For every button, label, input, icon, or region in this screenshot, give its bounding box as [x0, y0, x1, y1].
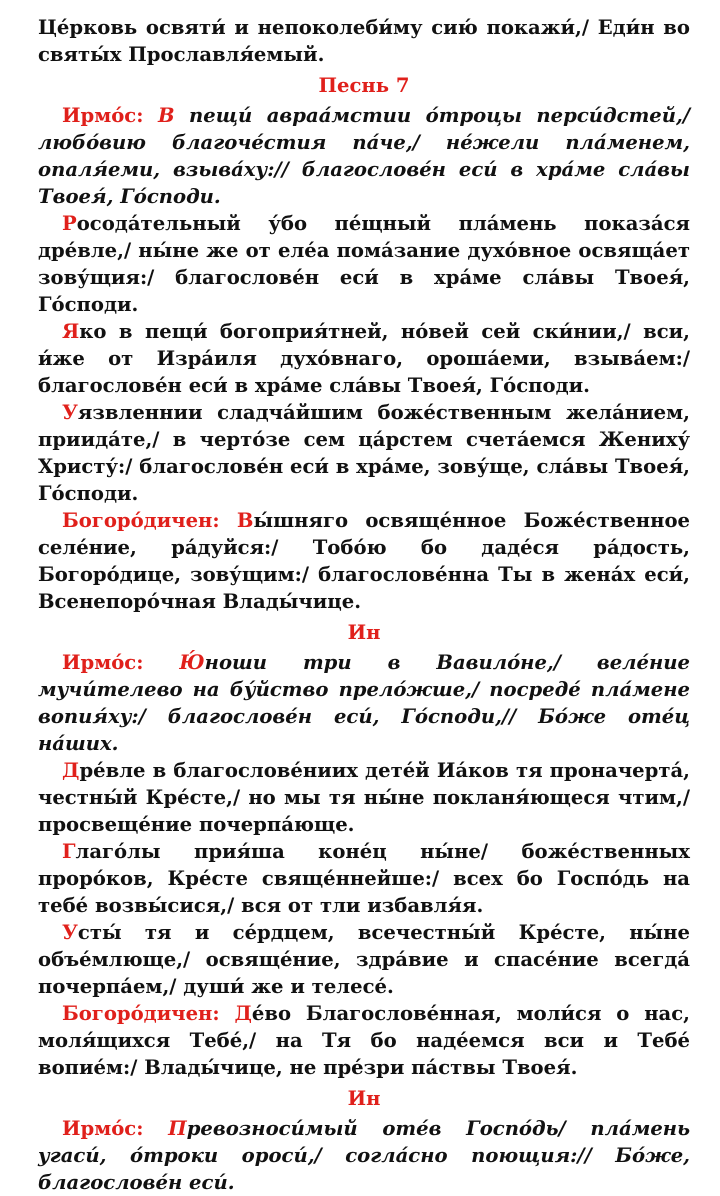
- drop-initial: Д: [234, 1002, 252, 1025]
- ode-heading: Песнь 7: [318, 74, 410, 97]
- paragraph-text: ы́шняго освяще́нное Боже́ственное селе́ние, ра́дуйся:/ Тобо́ю бо даде́ся ра́дость, Богоро́дице, зову́щим:/ благослове́нна Ты в жена́х еси́, Всенепоро́чная Влады́чице.: [38, 509, 691, 613]
- paragraph-text: ноши три в Вавило́не,/ веле́ние мучи́телево на бу́йство прело́жше,/ посреде́ пла́мене вопия́ху:/ благослове́н еси́, Го́споди,// Бо́же оте́ц на́ших.: [38, 651, 690, 755]
- paragraph-text: ко в пещи́ богоприя́тней, но́вей сей ски́нии,/ вси, и́же от Изра́иля духо́внаго, ороша́еми, взыва́ем:/ благослове́н еси́ в хра́ме сла́вы Твоея́, Го́споди.: [38, 320, 690, 397]
- drop-initial: Д: [62, 759, 80, 782]
- paragraph-text: сты́ тя и се́рдцем, всечестны́й Кре́сте, ны́не объе́млюще,/ освяще́ние, здра́вие и спасе́ние всегда́ почерпа́ем,/ души́ же и телесе́.: [38, 921, 690, 998]
- paragraph-text: осода́тельный у́бо пе́щный пла́мень показа́ся дре́вле,/ ны́не же от еле́а пома́зание духо́вное освяща́ет зову́щия:/ благослове́н еси́ в хра́ме сла́вы Твоея́, Го́споди.: [38, 212, 690, 316]
- drop-initial: У: [62, 921, 78, 944]
- troparion: [38, 757, 690, 838]
- drop-initial: Ю́: [179, 651, 205, 674]
- section-heading: Ин: [347, 621, 381, 644]
- paragraph-text: язвленнии сладча́йшим боже́ственным жела́нием, приида́те,/ в черто́зе сем ца́рстем счета́емся Жениху́ Христу́:/ благослове́н еси́ в хра́ме, зову́ще, сла́вы Твоея́, Го́споди.: [38, 401, 690, 505]
- drop-initial: В: [157, 104, 175, 127]
- troparion: [38, 318, 690, 399]
- troparion: [38, 399, 690, 507]
- troparion: [38, 210, 690, 318]
- irmos-label: Ирмо́с:: [62, 104, 158, 127]
- paragraph-text: ре́вле в благослове́ниих дете́й Иа́ков тя проначерта́, честны́й Кре́сте,/ но мы тя ны́не покланя́ющеся чтим,/ просвеще́ние почерпа́юще.: [38, 759, 690, 836]
- troparion: [38, 838, 690, 919]
- theotokion-label: Богоро́дичен:: [62, 1002, 235, 1025]
- paragraph-text: ревозноси́мый оте́в Госпо́дь/ пла́мень угаси́, о́троки ороси́,/ согла́сно поющия:// Бо́же, благослове́н еси́.: [38, 1117, 690, 1194]
- drop-initial: Я: [62, 320, 80, 343]
- irmos: [38, 649, 690, 757]
- drop-initial: Г: [62, 840, 76, 863]
- irmos: [38, 102, 690, 210]
- drop-initial: П: [168, 1117, 187, 1140]
- paragraph-text: е́во Благослове́нная, моли́ся о нас, моля́щихся Тебе́,/ на Тя бо наде́емся вси и Тебе́ вопие́м:/ Влады́чице, не пре́зри па́ствы Твоея́.: [38, 1002, 690, 1079]
- theotokion: [38, 1000, 690, 1081]
- paragraph-text: Це́рковь освяти́ и непоколеби́му сию́ покажи́,/ Еди́н во святы́х Прославля́емый.: [38, 16, 690, 66]
- drop-initial: В: [236, 509, 254, 532]
- drop-initial: У: [62, 401, 78, 424]
- troparion-ending: [38, 14, 690, 68]
- section-heading: Ин: [347, 1087, 381, 1110]
- irmos-label: Ирмо́с:: [62, 1117, 169, 1140]
- irmos-label: Ирмо́с:: [62, 651, 180, 674]
- irmos: [38, 1115, 690, 1196]
- theotokion-label: Богоро́дичен:: [62, 509, 237, 532]
- troparion: [38, 919, 690, 1000]
- theotokion: [38, 507, 690, 615]
- drop-initial: Р: [62, 212, 77, 235]
- paragraph-text: пещи́ авраа́мстии о́троцы перси́дстей,/ любо́вию благоче́стия па́че,/ не́жели пла́менем, опаля́еми, взыва́ху:// благослове́н еси́ в хра́ме сла́вы Твоея́, Го́споди.: [38, 104, 691, 208]
- paragraph-text: лаго́лы прия́ша коне́ц ны́не/ боже́ственных проро́ков, Кре́сте свяще́ннейше:/ всех бо Госпо́дь на тебе́ возвы́сися,/ вся от тли избавля́я.: [38, 840, 690, 917]
